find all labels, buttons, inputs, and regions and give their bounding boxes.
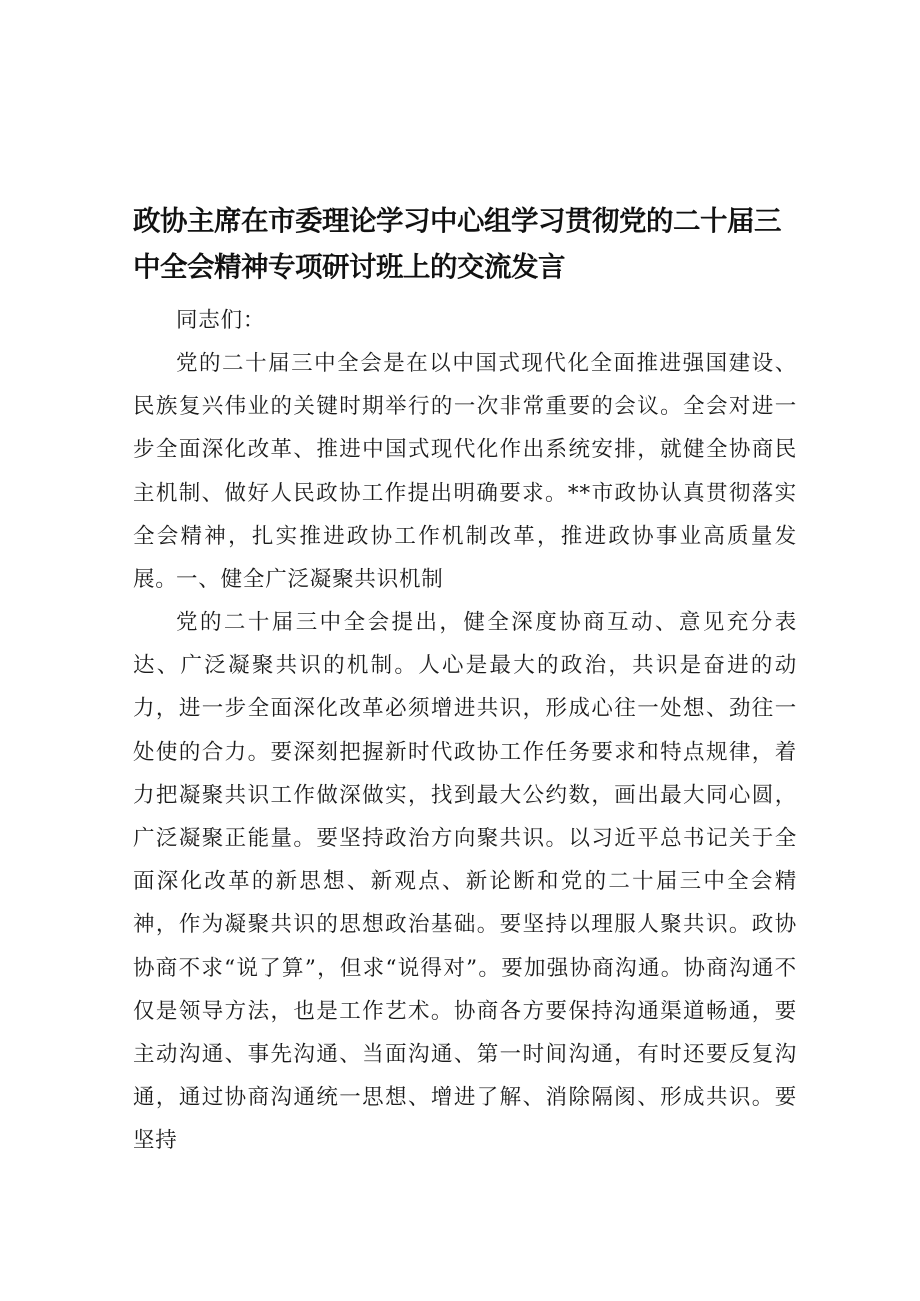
- section-paragraph: 党的二十届三中全会提出，健全深度协商互动、意见充分表达、广泛凝聚共识的机制。人心是最大的政治，共识是奋进的动力，进一步全面深化改革必须增进共识，形成心往一处想、劲往一处使的合力。要深刻把握新时代政协工作任务要求和特点规律，着力把凝聚共识工作做深做实，找到最大公约数，画出最大同心圆，广泛凝聚正能量。要坚持政治方向聚共识。以习近平总书记关于全面深化改革的新思想、新观点、新论断和党的二十届三中全会精神，作为凝聚共识的思想政治基础。要坚持以理服人聚共识。政协协商不求“说了算”，但求“说得对”。要加强协商沟通。协商沟通不仅是领导方法，也是工作艺术。协商各方要保持沟通渠道畅通，要主动沟通、事先沟通、当面沟通、第一时间沟通，有时还要反复沟通，通过协商沟通统一思想、增进了解、消除隔阂、形成共识。要坚持: [133, 610, 797, 1154]
- section-heading: 一、健全广泛凝聚共识机制: [176, 567, 444, 592]
- intro-paragraph: 党的二十届三中全会是在以中国式现代化全面推进强国建设、民族复兴伟业的关键时期举行的一次非常重要的会议。全会对进一步全面深化改革、推进中国式现代化作出系统安排，就健全协商民主机制、做好人民政协工作提出明确要求。**市政协认真贯彻落实全会精神，扎实推进政协工作机制改革，推进政协事业高质量发展。: [133, 351, 797, 593]
- salutation: 同志们：: [176, 308, 266, 333]
- document-title: 政协主席在市委理论学习中心组学习贯彻党的二十届三中全会精神专项研讨班上的交流发言: [133, 205, 781, 283]
